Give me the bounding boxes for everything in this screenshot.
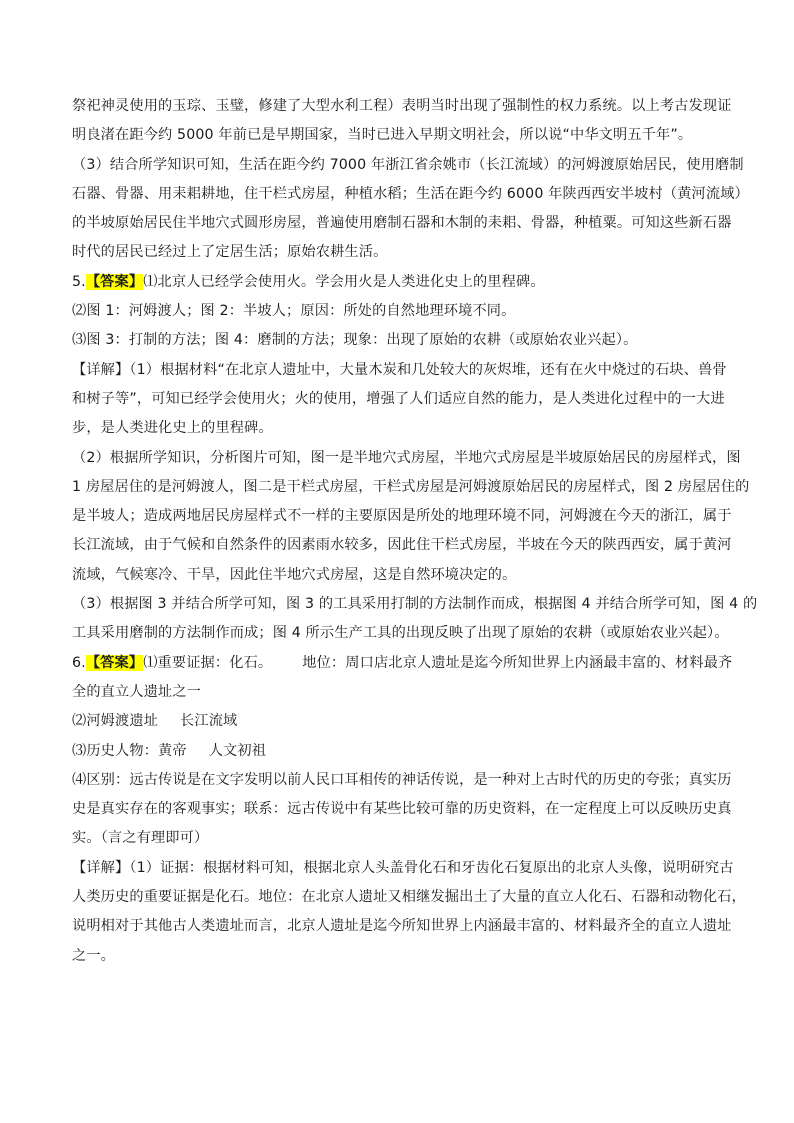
line-text: 的半坡原始居民住半地穴式圆形房屋，普遍使用磨制石器和木制的耒耜、骨器，种植粟。可知这些新石器 bbox=[72, 215, 732, 232]
line-text: 祭祀神灵使用的玉琮、玉璧，修建了大型水利工程）表明当时出现了强制性的权力系统。以上考古发现证 bbox=[72, 98, 732, 114]
line-text: 长江流域，由于气候和自然条件的因素雨水较多，因此住干栏式房屋，半坡在今天的陕西西安，属于黄河 bbox=[72, 537, 732, 554]
text-line bbox=[72, 766, 732, 795]
document-page bbox=[72, 92, 758, 971]
line-text: 步，是人类进化史上的里程碑。 bbox=[72, 420, 273, 437]
text-line bbox=[72, 92, 732, 121]
line-text: 长江流域 bbox=[180, 713, 238, 730]
line-text: 说明相对于其他古人类遗址而言，北京人遗址是迄今所知世界上内涵最丰富的、材料最齐全的直立人遗址 bbox=[72, 918, 732, 935]
text-line bbox=[72, 151, 744, 180]
text-line bbox=[72, 883, 746, 912]
text-line bbox=[72, 444, 741, 473]
text-line bbox=[72, 238, 724, 267]
answer-tag: 【答案】 bbox=[85, 273, 144, 290]
line-text: ⑶图 3：打制的方法；图 4：磨制的方法；现象：出现了原始的农耕（或原始农业兴起）。 bbox=[72, 332, 638, 349]
line-text: 时代的居民已经过上了定居生活；原始农耕生活。 bbox=[72, 244, 388, 261]
line-text: ⑴重要证据：化石。 bbox=[143, 654, 273, 671]
text-line bbox=[72, 385, 724, 414]
line-text: 流域，气候寒冷、干旱，因此住半地穴式房屋，这是自然环境决定的。 bbox=[72, 566, 517, 583]
line-text: （3）结合所学知识可知，生活在距今约 7000 年浙江省余姚市（长江流域）的河姆渡原始居民，使用磨制 bbox=[72, 156, 744, 173]
text-line bbox=[72, 502, 732, 531]
text-line bbox=[72, 180, 749, 209]
line-text: 和树子等”，可知已经学会使用火；火的使用，增强了人们适应自然的能力，是人类进化过程中的一大进 bbox=[72, 390, 725, 407]
line-text: 史是真实存在的客观事实；联系：远古传说中有某些比较可靠的历史资料，在一定程度上可以反映历史真 bbox=[72, 801, 732, 818]
answer-tag: 【答案】 bbox=[85, 654, 144, 671]
text-line bbox=[72, 209, 732, 238]
answer-line bbox=[72, 268, 724, 297]
line-text: ⑵图 1：河姆渡人；图 2：半坡人；原因：所处的自然地理环境不同。 bbox=[72, 303, 516, 320]
line-text: 是半坡人；造成两地居民房屋样式不一样的主要原因是所处的地理环境不同，河姆渡在今天的浙江，属于 bbox=[72, 508, 732, 525]
question-number: 6. bbox=[72, 654, 86, 671]
line-text: ⑵河姆渡遗址 bbox=[72, 713, 159, 730]
text-line bbox=[72, 707, 724, 736]
text-line bbox=[72, 561, 724, 590]
text-line bbox=[72, 473, 750, 502]
text-line bbox=[72, 297, 724, 326]
line-text: （2）根据所学知识，分析图片可知，图一是半地穴式房屋，半地穴式房屋是半坡原始居民的房屋样式，图 bbox=[72, 449, 741, 466]
line-text: 1 房屋居住的是河姆渡人，图二是干栏式房屋，干栏式房屋是河姆渡原始居民的房屋样式，图 2 房屋居住的 bbox=[72, 478, 750, 495]
text-line bbox=[72, 590, 758, 619]
line-text: 工具采用磨制的方法制作而成；图 4 所示生产工具的出现反映了出现了原始的农耕（或原始农业兴起）。 bbox=[72, 625, 729, 642]
line-text: ⑶历史人物：黄帝 bbox=[72, 742, 187, 759]
text-line bbox=[72, 854, 734, 883]
line-text: （3）根据图 3 并结合所学可知，图 3 的工具采用打制的方法制作而成，根据图 4 并结合所学可知，图 4 的 bbox=[72, 596, 758, 613]
text-line bbox=[72, 356, 727, 385]
text-line bbox=[72, 619, 729, 648]
line-text: 人类历史的重要证据是化石。地位：在北京人遗址又相继发掘出土了大量的直立人化石、石器和动物化石， bbox=[72, 889, 746, 906]
line-text: 实。（言之有理即可） bbox=[72, 830, 209, 847]
text-line bbox=[72, 795, 732, 824]
text-line bbox=[72, 737, 724, 766]
text-line bbox=[72, 824, 724, 853]
text-line bbox=[72, 121, 724, 150]
line-text: ⑴北京人已经学会使用火。学会用火是人类进化史上的里程碑。 bbox=[143, 273, 545, 290]
line-text: 明良渚在距今约 5000 年前已是早期国家，当时已进入早期文明社会，所以说“中华文明五千年”。 bbox=[72, 127, 693, 144]
text-line bbox=[72, 326, 724, 355]
text-line bbox=[72, 912, 732, 941]
question-number: 5. bbox=[72, 273, 86, 290]
line-text: ⑷区别：远古传说是在文字发明以前人民口耳相传的神话传说，是一种对上古时代的历史的夸张；真实历 bbox=[72, 771, 732, 788]
line-text: 地位：周口店北京人遗址是迄今所知世界上内涵最丰富的、材料最齐 bbox=[302, 654, 733, 671]
line-text: 【详解】（1）证据：根据材料可知，根据北京人头盖骨化石和牙齿化石复原出的北京人头像，说明研究古 bbox=[72, 859, 734, 876]
text-line bbox=[72, 678, 724, 707]
line-text: 石器、骨器、用耒耜耕地，住干栏式房屋，种植水稻；生活在距今约 6000 年陕西西安半坡村（黄河流域） bbox=[72, 185, 749, 202]
line-text: 之一。 bbox=[72, 947, 116, 964]
text-line bbox=[72, 531, 732, 560]
text-line bbox=[72, 414, 724, 443]
line-text: 【详解】（1）根据材料“在北京人遗址中，大量木炭和几处较大的灰烬堆，还有在火中烧过的石块、兽骨 bbox=[72, 361, 727, 378]
text-line bbox=[72, 942, 724, 971]
answer-line bbox=[72, 649, 733, 678]
line-text: 人文初祖 bbox=[208, 742, 267, 759]
line-text: 全的直立人遗址之一 bbox=[72, 683, 202, 700]
